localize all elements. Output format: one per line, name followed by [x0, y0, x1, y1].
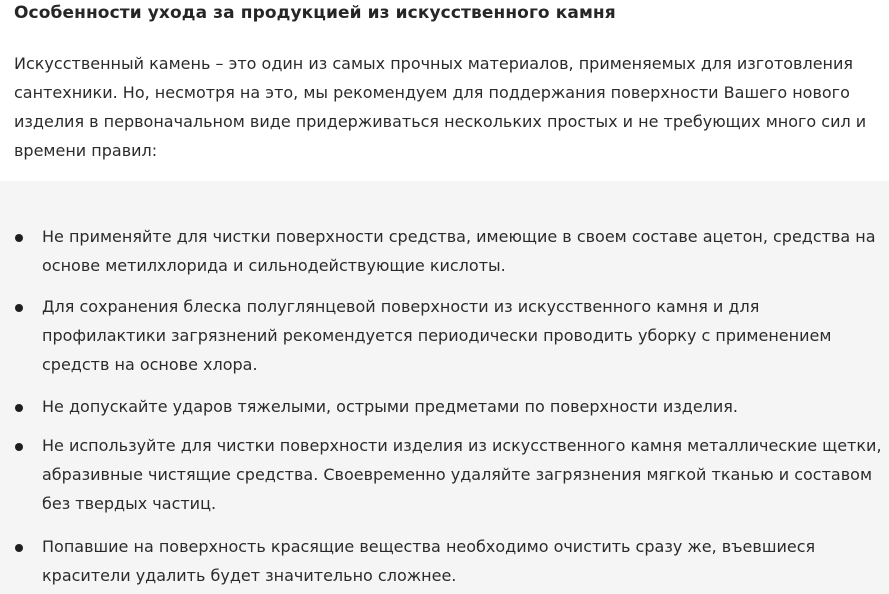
list-item-line: без твердых частиц. [42, 494, 217, 513]
list-item-line: абразивные чистящие средства. Своевременно удаляйте загрязнения мягкой тканью и составом [42, 465, 873, 484]
bullet-icon [15, 404, 23, 412]
page-heading: Особенности ухода за продукцией из искусственного камня [14, 3, 616, 23]
care-rules-section [0, 181, 889, 594]
list-item-line: красители удалить будет значительно сложнее. [42, 566, 457, 585]
bullet-icon [15, 234, 23, 242]
list-item-line: Попавшие на поверхность красящие вещества необходимо очистить сразу же, въевшиеся [42, 537, 816, 556]
bullet-icon [15, 544, 23, 552]
intro-line: Искусственный камень – это один из самых прочных материалов, применяемых для изготовления [14, 54, 854, 73]
list-item-line: средств на основе хлора. [42, 355, 258, 374]
intro-line: времени правил: [14, 141, 158, 160]
list-item-line: Не применяйте для чистки поверхности средства, имеющие в своем составе ацетон, средства на [42, 227, 876, 246]
list-item-line: Не допускайте ударов тяжелыми, острыми предметами по поверхности изделия. [42, 397, 739, 416]
intro-paragraph [14, 49, 884, 165]
bullet-icon [15, 304, 23, 312]
intro-line: сантехники. Но, несмотря на это, мы рекомендуем для поддержания поверхности Вашего нового [14, 83, 850, 102]
list-item-line: Для сохранения блеска полуглянцевой поверхности из искусственного камня и для [42, 297, 760, 316]
list-item-line: Не используйте для чистки поверхности изделия из искусственного камня металлические щетки, [42, 436, 882, 455]
intro-section [0, 0, 889, 181]
list-item-line: основе метилхлорида и сильнодействующие кислоты. [42, 256, 506, 275]
intro-line: изделия в первоначальном виде придерживаться нескольких простых и не требующих много сил и [14, 112, 867, 131]
list-item-line: профилактики загрязнений рекомендуется периодически проводить уборку с применением [42, 326, 832, 345]
bullet-icon [15, 443, 23, 451]
